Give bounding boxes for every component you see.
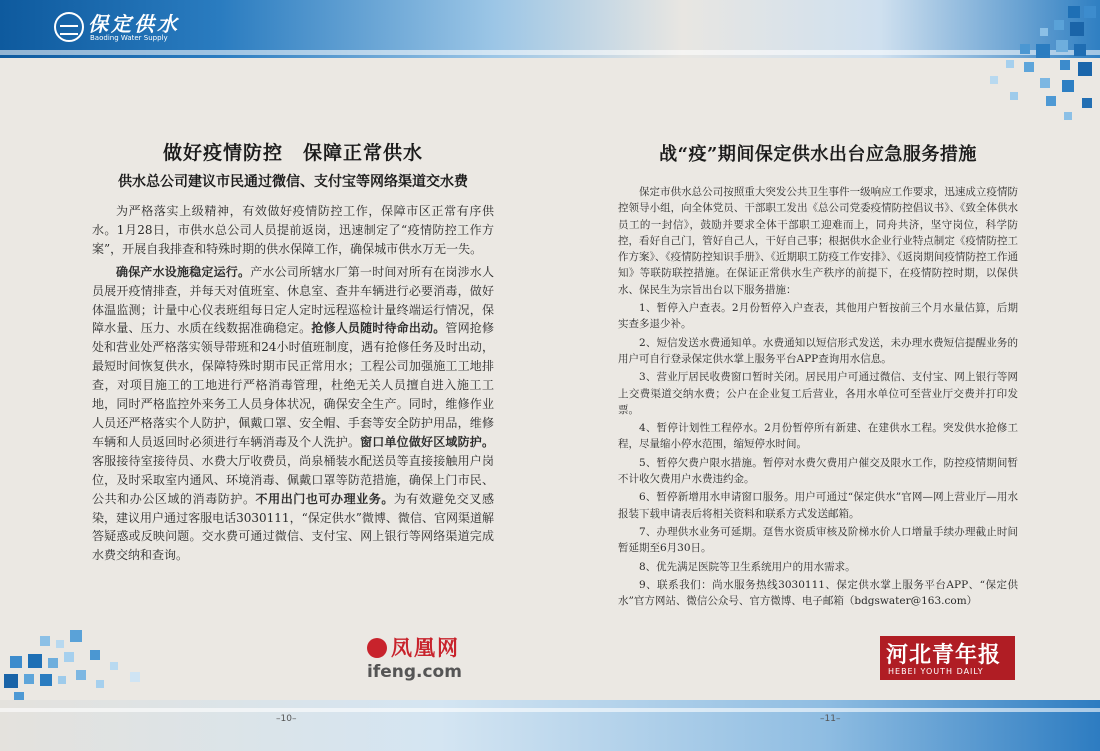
bottom-banner xyxy=(0,700,1100,751)
water-drop-icon xyxy=(54,12,84,42)
heading-online-service: 不用出门也可办理业务。 xyxy=(255,491,394,506)
list-item: 2、短信发送水费通知单。水费通知以短信形式发送，未办理水费短信提醒业务的用户可自行登录保定供水掌上服务平台APP查询用水信息。 xyxy=(618,336,1018,365)
bottom-banner-stripe xyxy=(0,708,1100,712)
right-article xyxy=(618,140,1018,611)
left-article xyxy=(92,138,494,565)
list-item: 5、暂停欠费户限水措施。暂停对水费欠费用户催交及限水工作，防控疫情期间暂不计收欠费用户水费违约金。 xyxy=(618,456,1018,486)
text-online-service: 为有效避免交叉感染，建议用户通过客服电话3030111，“保定供水”微博、微信、官网渠道解答疑惑或反映问题。交水费可通过微信、支付宝、网上银行等网络渠道完成水费交纳和查询。 xyxy=(92,491,494,563)
text-window-units: 客服接待室接待员、水费大厅收费员，尚泉桶装水配送员等直接接触用户岗位，及时采取室内通风、环境消毒、佩戴口罩等防范措施，确保上门市民、公共和办公区域的消毒防护。 xyxy=(92,453,494,506)
ifeng-domain: ifeng.com xyxy=(367,662,462,682)
logo-english: Baoding Water Supply xyxy=(90,34,168,42)
text-repair: 管网抢修处和营业处严格落实领导带班和24小时值班制度，遇有抢修任务及时出动，最短时间恢复供水，保障特殊时期市民正常用水；工程公司加强施工工地排查，对项目施工的工地进行严格消毒管理，杜绝无关人员擅自进入施工工地，同时严格监控外来务工人员身体状况，确保安全生产。同时，维修作业人员还严格落实个人防护，佩戴口罩、安全帽、手套等安全防护用品，维修车辆和人员返回时必须进行车辆消毒及个人洗护。 xyxy=(92,321,494,449)
page-number-left: –10– xyxy=(276,714,297,724)
heading-window-units: 窗口单位做好区域防护。 xyxy=(360,434,494,449)
list-item: 1、暂停入户查表。2月份暂停入户查表，其他用户暂按前三个月水量估算，后期实查多退少补。 xyxy=(618,302,1018,331)
list-item: 8、优先满足医院等卫生系统用户的用水需求。 xyxy=(639,560,856,573)
ifeng-logo xyxy=(367,632,477,662)
left-paragraph-1: 为严格落实上级精神，有效做好疫情防控工作，保障市区正常有序供水。1月28日，市供水总公司人员提前返岗，迅速制定了“疫情防控工作方案”，开展自我排查和特殊时期的供水保障工作，确保城市供水万无一失。 xyxy=(92,204,494,256)
list-item: 7、办理供水业务可延期。趸售水资质审核及阶梯水价人口增量手续办理截止时间暂延期至6月30日。 xyxy=(618,525,1018,555)
text-facilities: 产水公司所辖水厂第一时间对所有在岗涉水人员展开疫情排查，并每天对值班室、休息室、查井车辆进行必要消毒，做好体温监测；计量中心仪表班组每日定人定时远程巡检计量终端运行情况，保障水量、压力、水质在线数据准确稳定。 xyxy=(92,264,494,336)
phoenix-icon xyxy=(367,638,387,658)
baoding-water-logo xyxy=(54,8,204,50)
list-item: 4、暂停计划性工程停水。2月份暂停所有新建、在建供水工程。突发供水抢修工程，尽量缩小停水范围，缩短停水时间。 xyxy=(618,422,1018,451)
hebei-english: HEBEI YOUTH DAILY xyxy=(888,667,984,676)
left-paragraph-2 xyxy=(92,263,494,566)
list-item: 6、暂停新增用水申请窗口服务。用户可通过“保定供水”官网—网上营业厅—用水报装下载申请表后将相关资料和联系方式发送邮箱。 xyxy=(618,491,1018,520)
hebei-youth-daily-watermark xyxy=(880,636,1015,680)
left-article-title: 做好疫情防控 保障正常供水 xyxy=(162,142,423,164)
banner-stripe xyxy=(0,50,1100,55)
top-banner xyxy=(0,0,1100,58)
right-article-title: 战“疫”期间保定供水出台应急服务措施 xyxy=(659,144,977,165)
list-item: 3、营业厅居民收费窗口暂时关闭。居民用户可通过微信、支付宝、网上银行等网上交费渠道交纳水费；公户在企业复工后营业，各用水单位可至营业厅交费并打印发票。 xyxy=(618,371,1018,416)
ifeng-chinese: 凤凰网 xyxy=(391,635,460,660)
left-article-subtitle: 供水总公司建议市民通过微信、支付宝等网络渠道交水费 xyxy=(118,174,468,190)
heading-facilities: 确保产水设施稳定运行。 xyxy=(116,264,251,279)
logo-chinese: 保定供水 xyxy=(88,12,180,36)
ifeng-watermark xyxy=(367,632,477,682)
right-intro: 保定市供水总公司按照重大突发公共卫生事件一级响应工作要求，迅速成立疫情防控领导小组，向全体党员、干部职工发出《总公司党委疫情防控倡议书》、《致全体供水员工的一封信》，鼓励并要求全体干部职工迎难而上，同舟共济，坚守岗位，科学防控，看好自己门，管好自己人，干好自己事；根据供水企业行业特点制定《疫情防控工作方案》、《疫情防控知识手册》、《近期职工防疫工作安排》、《返岗期间疫情防控工作通知》等联防联控措施。在保证正常供水生产秩序的前提下，在疫情防控时期，以保供水、保民生为宗旨出台以下服务措施： xyxy=(618,186,1018,296)
list-item: 9、联系我们：尚水服务热线3030111、保定供水掌上服务平台APP、“保定供水”官方网站、微信公众号、官方微博、电子邮箱（bdgswater@163.com） xyxy=(618,578,1018,608)
heading-repair: 抢修人员随时待命出动。 xyxy=(311,321,446,336)
page-number-right: –11– xyxy=(820,714,841,724)
hebei-chinese: 河北青年报 xyxy=(886,642,1002,668)
